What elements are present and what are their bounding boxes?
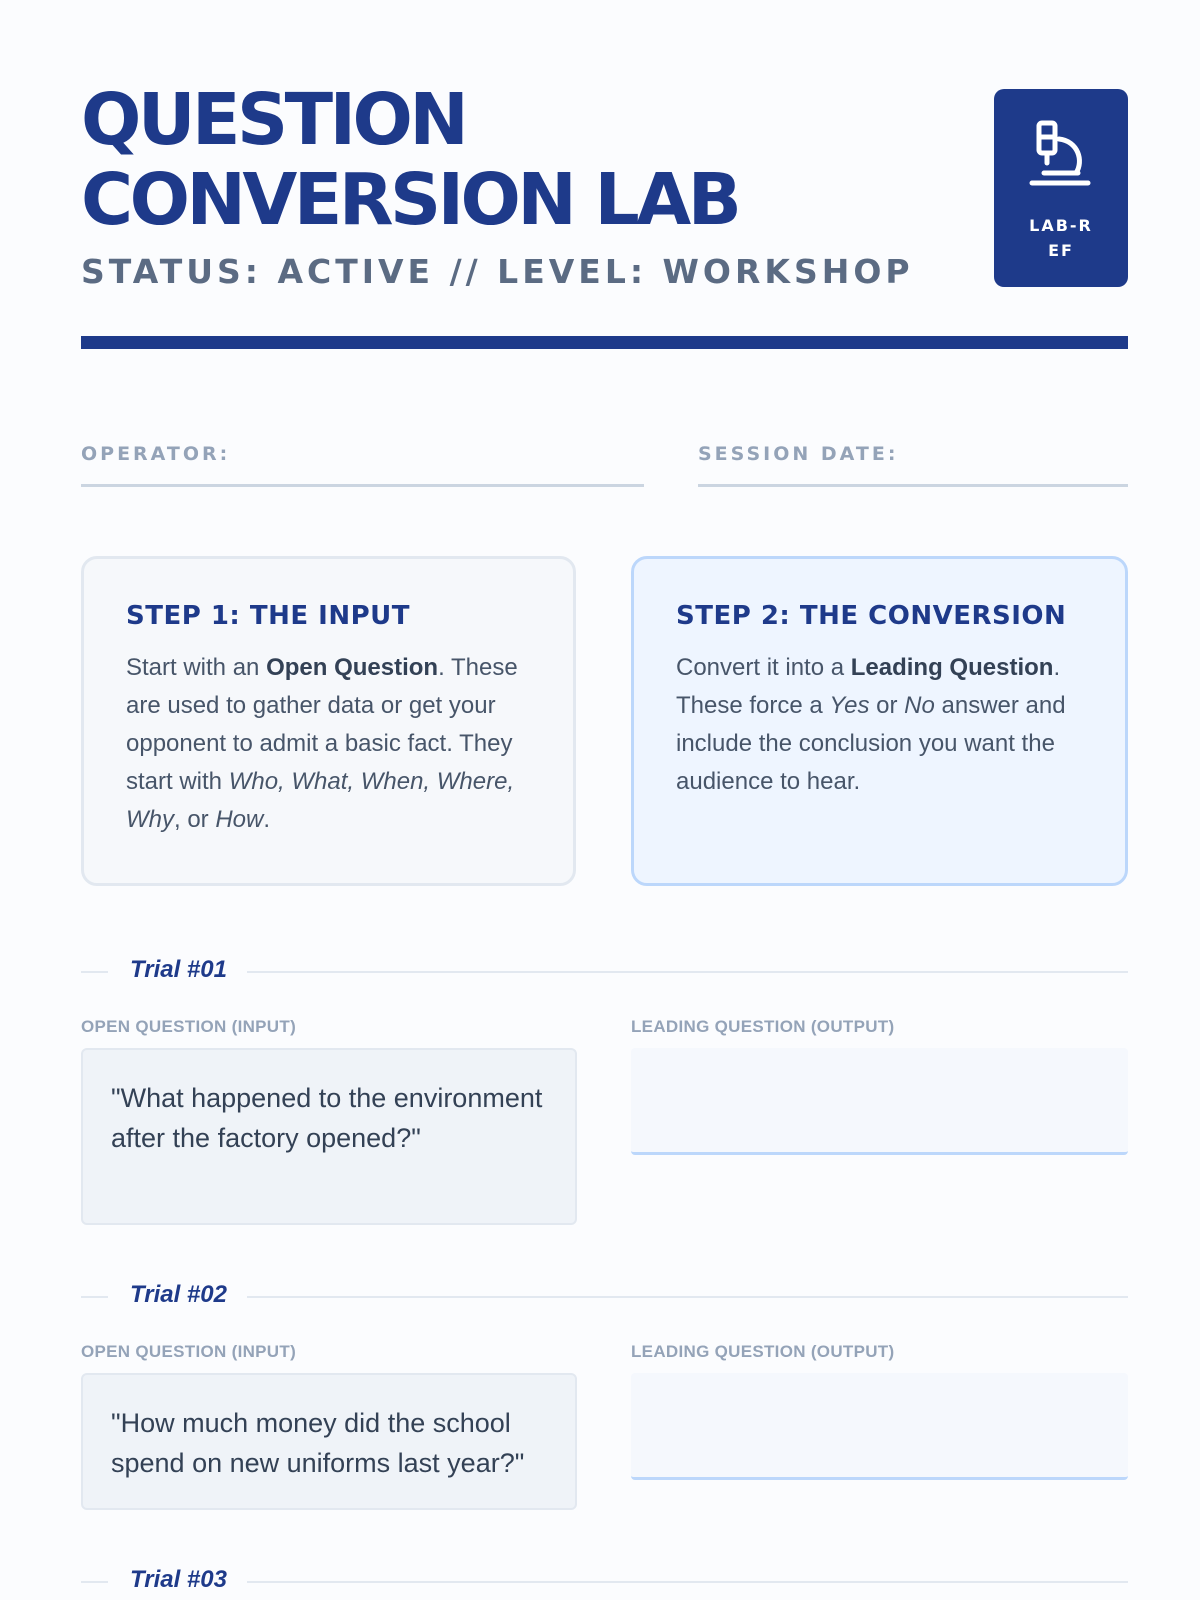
- open-question-box: "What happened to the environment after the factory opened?": [81, 1048, 577, 1225]
- worksheet-page: [81, 0, 1128, 1600]
- trial-header: [81, 1566, 1128, 1596]
- step-1-examples: How: [215, 806, 264, 833]
- step-1-examples: Who, What, When, Where, Why: [126, 768, 515, 833]
- step-2-text: answer and include the conclusion you want the audience to hear.: [676, 692, 1066, 795]
- open-question-label: OPEN QUESTION (INPUT): [81, 1017, 297, 1036]
- trial-rule: [247, 1296, 1128, 1298]
- leading-question-label: LEADING QUESTION (OUTPUT): [631, 1342, 895, 1361]
- leading-question-label: LEADING QUESTION (OUTPUT): [631, 1017, 895, 1036]
- header-divider: [81, 336, 1128, 349]
- trial-title: Trial #01: [130, 956, 227, 983]
- step-2-yes: Yes: [829, 692, 870, 719]
- step-1-text: .: [263, 806, 271, 833]
- trial-header: [81, 1281, 1128, 1311]
- step-2-card: [631, 556, 1128, 886]
- trial-rule: [247, 971, 1128, 973]
- step-2-text: . These force a: [676, 654, 1061, 719]
- step-1-text: , or: [174, 806, 216, 833]
- step-1-title: STEP 1: THE INPUT: [126, 601, 411, 631]
- trial-rule: [81, 1296, 108, 1298]
- step-1-body: [126, 649, 531, 839]
- operator-label: OPERATOR:: [81, 443, 231, 465]
- step-2-text: Convert it into a: [676, 654, 851, 681]
- session-date-label: SESSION DATE:: [698, 443, 899, 465]
- operator-field[interactable]: [81, 443, 644, 487]
- step-2-no: No: [904, 692, 935, 719]
- page-title: [81, 80, 861, 240]
- step-1-text: Start with an: [126, 654, 267, 681]
- step-2-text: or: [869, 692, 905, 719]
- leading-question-input[interactable]: [631, 1373, 1128, 1480]
- microscope-icon: [1026, 117, 1096, 193]
- step-2-body: [676, 649, 1083, 801]
- title-line-1: QUESTION: [81, 78, 466, 161]
- step-1-text: . These are used to gather data or get your opponent to admit a basic fact. They start with: [126, 654, 518, 795]
- step-2-term: Leading Question: [850, 654, 1054, 681]
- open-question-label: OPEN QUESTION (INPUT): [81, 1342, 297, 1361]
- trial-title: Trial #02: [130, 1281, 227, 1308]
- open-question-box: "How much money did the school spend on new uniforms last year?": [81, 1373, 577, 1510]
- session-date-field[interactable]: [698, 443, 1128, 487]
- step-2-title: STEP 2: THE CONVERSION: [676, 601, 1067, 631]
- status-line: STATUS: ACTIVE // LEVEL: WORKSHOP: [81, 252, 914, 291]
- leading-question-input[interactable]: [631, 1048, 1128, 1155]
- step-1-card: [81, 556, 576, 886]
- badge-label: LAB-REF: [1029, 216, 1093, 260]
- title-line-2: CONVERSION LAB: [81, 158, 739, 241]
- trial-rule: [247, 1581, 1128, 1583]
- lab-ref-badge: [994, 89, 1128, 287]
- trial-rule: [81, 971, 108, 973]
- step-1-term: Open Question: [266, 654, 439, 681]
- trial-header: [81, 956, 1128, 986]
- trial-rule: [81, 1581, 108, 1583]
- trial-title: Trial #03: [130, 1566, 227, 1593]
